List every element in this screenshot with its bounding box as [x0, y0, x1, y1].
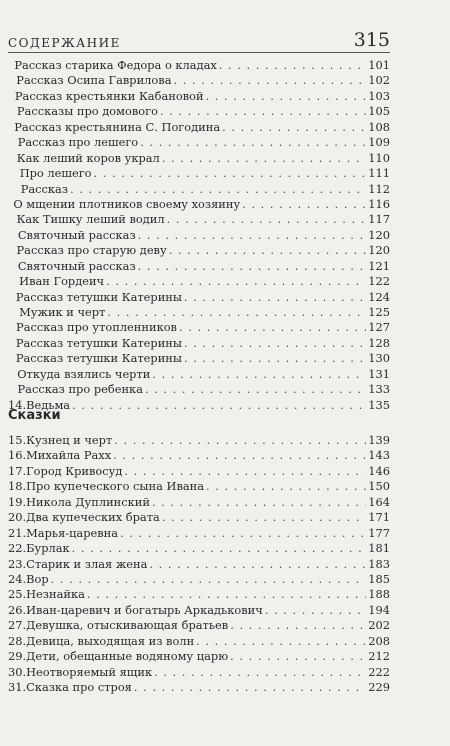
- dot-leader: [106, 274, 366, 289]
- dot-leader: [222, 120, 366, 135]
- entry-title: Дети, обещанные водяному царю: [26, 649, 229, 664]
- entry-page: 120: [368, 227, 390, 242]
- entry-title: Иван-царевич и богатырь Аркадькович: [26, 602, 263, 617]
- entry-title: Мужик и черт: [19, 305, 106, 319]
- entry-page: 194: [368, 602, 390, 617]
- entry-number: 29.: [8, 649, 27, 664]
- dot-leader: [184, 351, 366, 366]
- entry-title: Неотворяемый ящик: [26, 664, 153, 679]
- entry-page: 139: [368, 433, 390, 447]
- dot-leader: [114, 433, 366, 448]
- toc-entry: [8, 398, 390, 413]
- entry-page: 171: [368, 510, 390, 525]
- entry-title: Рассказ тетушки Катерины: [15, 351, 182, 366]
- dot-leader: [206, 89, 367, 104]
- dot-leader: [138, 228, 367, 243]
- toc-entry: [8, 320, 390, 335]
- toc-entry: [8, 351, 390, 366]
- entry-page: 188: [368, 587, 390, 602]
- dot-leader: [167, 212, 367, 227]
- entry-title: Старик и злая жена: [26, 556, 148, 571]
- dot-leader: [179, 320, 366, 335]
- toc-entry: [8, 479, 390, 494]
- toc-entry: [8, 526, 390, 541]
- toc-entry: [8, 182, 390, 197]
- toc-entry: [8, 197, 390, 212]
- dot-leader: [230, 649, 366, 664]
- dot-leader: [206, 479, 366, 494]
- entry-page: 127: [368, 320, 390, 335]
- dot-leader: [152, 495, 366, 510]
- dot-leader: [113, 448, 366, 463]
- entry-number: 27.: [8, 618, 27, 633]
- entry-title: Как леший коров украл: [16, 150, 160, 165]
- entry-title: Святочный рассказ: [17, 227, 136, 242]
- toc-list-stories: [8, 58, 390, 413]
- entry-page: 146: [368, 463, 390, 478]
- entry-title: Бурлак: [26, 541, 70, 556]
- entry-title: Про купеческого сына Ивана: [26, 479, 205, 494]
- dot-leader: [149, 557, 366, 572]
- entry-number: 14.: [8, 397, 27, 412]
- entry-title: Кузнец и черт: [26, 433, 113, 447]
- entry-title: Девица, выходящая из волн: [26, 633, 195, 648]
- entry-page: 105: [368, 104, 390, 119]
- entry-title: Рассказ про утопленников: [16, 320, 177, 335]
- entry-page: 117: [368, 212, 390, 227]
- entry-page: 108: [368, 119, 390, 134]
- dot-leader: [152, 367, 366, 382]
- toc-entry: [8, 166, 390, 181]
- entry-number: 19.: [8, 494, 27, 509]
- toc-entry: [8, 305, 390, 320]
- entry-page: 124: [368, 289, 390, 304]
- entry-number: 28.: [8, 633, 27, 648]
- toc-entry: [8, 603, 390, 618]
- dot-leader: [72, 398, 366, 413]
- entry-title: Рассказ крестьянина С. Погодина: [14, 119, 221, 134]
- toc-entry: [8, 665, 390, 680]
- entry-page: 185: [368, 571, 390, 586]
- entry-number: 18.: [8, 479, 27, 494]
- entry-title: Ведьма: [26, 397, 71, 412]
- entry-number: 23.: [8, 556, 27, 571]
- toc-entry: [8, 557, 390, 572]
- entry-page: 102: [368, 73, 390, 88]
- dot-leader: [94, 166, 367, 181]
- toc-entry: [8, 259, 390, 274]
- entry-page: 202: [368, 618, 390, 633]
- toc-entry: [8, 448, 390, 463]
- entry-title: Вор: [26, 571, 49, 586]
- entry-title: Сказка про строя: [26, 680, 132, 694]
- toc-entry: [8, 58, 390, 73]
- entry-title: Рассказ тетушки Катерины: [15, 289, 182, 304]
- entry-number: 26.: [8, 602, 27, 617]
- entry-page: 135: [368, 397, 390, 412]
- toc-entry: [8, 243, 390, 258]
- toc-entry: [8, 89, 390, 104]
- toc-entry: [8, 120, 390, 135]
- entry-page: 164: [368, 494, 390, 509]
- entry-title: Два купеческих брата: [26, 510, 160, 525]
- toc-entry: [8, 495, 390, 510]
- dot-leader: [265, 603, 367, 618]
- entry-title: Марья-царевна: [26, 525, 119, 540]
- entry-title: Никола Дуплинский: [26, 494, 150, 509]
- dot-leader: [107, 305, 366, 320]
- toc-entry: [8, 649, 390, 664]
- dot-leader: [196, 634, 366, 649]
- dot-leader: [51, 572, 367, 587]
- entry-page: 111: [368, 166, 390, 181]
- dot-leader: [140, 135, 366, 150]
- dot-leader: [230, 618, 366, 633]
- dot-leader: [120, 526, 366, 541]
- dot-leader: [184, 290, 366, 305]
- entry-page: 121: [368, 258, 390, 273]
- dot-leader: [72, 541, 367, 556]
- dot-leader: [162, 151, 366, 166]
- entry-page: 183: [368, 556, 390, 571]
- entry-page: 112: [368, 181, 390, 196]
- entry-title: Рассказ старика Федора о кладах: [14, 58, 217, 72]
- dot-leader: [134, 680, 366, 695]
- entry-page: 208: [368, 633, 390, 648]
- entry-title: Про лешего: [19, 166, 92, 181]
- entry-title: Рассказ: [20, 181, 69, 196]
- toc-entry: [8, 212, 390, 227]
- entry-page: 116: [368, 196, 390, 211]
- entry-number: 22.: [8, 541, 27, 556]
- entry-title: Девушка, отыскивающая братьев: [26, 618, 229, 633]
- entry-number: 21.: [8, 525, 27, 540]
- toc-entry: [8, 572, 390, 587]
- dot-leader: [154, 665, 366, 680]
- dot-leader: [138, 259, 367, 274]
- toc-entry: [8, 135, 390, 150]
- entry-number: 24.: [8, 571, 27, 586]
- entry-page: 177: [368, 525, 390, 540]
- entry-title: Как Тишку леший водил: [16, 212, 165, 227]
- entry-page: 222: [368, 664, 390, 679]
- entry-number: 31.: [8, 680, 27, 694]
- dot-leader: [162, 510, 366, 525]
- toc-entry: [8, 382, 390, 397]
- entry-title: Рассказы про домового: [16, 104, 158, 119]
- entry-number: 17.: [8, 463, 27, 478]
- entry-page: 130: [368, 351, 390, 366]
- page-number: 315: [353, 29, 390, 51]
- toc-entry: [8, 228, 390, 243]
- entry-page: 101: [368, 58, 390, 72]
- dot-leader: [219, 58, 366, 73]
- toc-entry: [8, 336, 390, 351]
- entry-number: 15.: [8, 433, 27, 447]
- entry-title: Рассказ Осипа Гаврилова: [16, 73, 172, 88]
- entry-page: 181: [368, 541, 390, 556]
- entry-number: 16.: [8, 448, 27, 463]
- toc-entry: [8, 367, 390, 382]
- entry-title: Незнайка: [26, 587, 85, 602]
- toc-entry: [8, 73, 390, 88]
- dot-leader: [169, 243, 367, 258]
- entry-title: Рассказ крестьянки Кабановой: [14, 88, 204, 103]
- dot-leader: [173, 73, 366, 88]
- entry-page: 109: [368, 135, 390, 150]
- entry-title: О мщении плотников своему хозяину: [13, 196, 241, 211]
- dot-leader: [242, 197, 366, 212]
- toc-entry: [8, 290, 390, 305]
- entry-title: Михайла Рахх: [26, 448, 112, 463]
- dot-leader: [145, 382, 366, 397]
- entry-title: Рассказ про старую деву: [16, 243, 167, 258]
- entry-page: 128: [368, 335, 390, 350]
- entry-number: 30.: [8, 664, 27, 679]
- running-head: [8, 30, 390, 50]
- toc-entry: [8, 274, 390, 289]
- entry-page: 122: [368, 274, 390, 289]
- toc-entry: [8, 587, 390, 602]
- entry-title: Святочный рассказ: [17, 258, 136, 273]
- dot-leader: [124, 464, 366, 479]
- dot-leader: [87, 587, 366, 602]
- entry-page: 120: [368, 243, 390, 258]
- entry-page: 110: [368, 150, 390, 165]
- dot-leader: [184, 336, 366, 351]
- toc-entry: [8, 433, 390, 448]
- dot-leader: [160, 104, 366, 119]
- toc-entry: [8, 680, 390, 695]
- entry-title: Рассказ тетушки Катерины: [15, 335, 182, 350]
- entry-title: Откуда взялись черти: [17, 366, 151, 381]
- section-title: СОДЕРЖАНИЕ: [8, 36, 121, 50]
- entry-page: 150: [368, 479, 390, 494]
- entry-page: 143: [368, 448, 390, 463]
- entry-title: Иван Гордеич: [19, 274, 105, 289]
- toc-entry: [8, 634, 390, 649]
- section-heading: Сказки: [8, 408, 61, 423]
- toc-entry: [8, 541, 390, 556]
- entry-page: 131: [368, 366, 390, 381]
- dot-leader: [70, 182, 366, 197]
- entry-page: 103: [368, 88, 390, 103]
- entry-page: 212: [368, 649, 390, 664]
- entry-title: Рассказ про лешего: [17, 135, 139, 150]
- toc-entry: [8, 618, 390, 633]
- entry-title: Город Кривосуд: [26, 463, 123, 478]
- entry-page: 125: [368, 305, 390, 319]
- toc-entry: [8, 510, 390, 525]
- entry-number: 25.: [8, 587, 27, 602]
- entry-title: Рассказ про ребенка: [17, 382, 143, 397]
- entry-page: 133: [368, 382, 390, 397]
- toc-entry: [8, 151, 390, 166]
- toc-list-tales: [8, 433, 390, 695]
- toc-entry: [8, 104, 390, 119]
- header-rule: [8, 52, 390, 53]
- entry-page: 229: [368, 680, 390, 694]
- entry-number: 20.: [8, 510, 27, 525]
- toc-entry: [8, 464, 390, 479]
